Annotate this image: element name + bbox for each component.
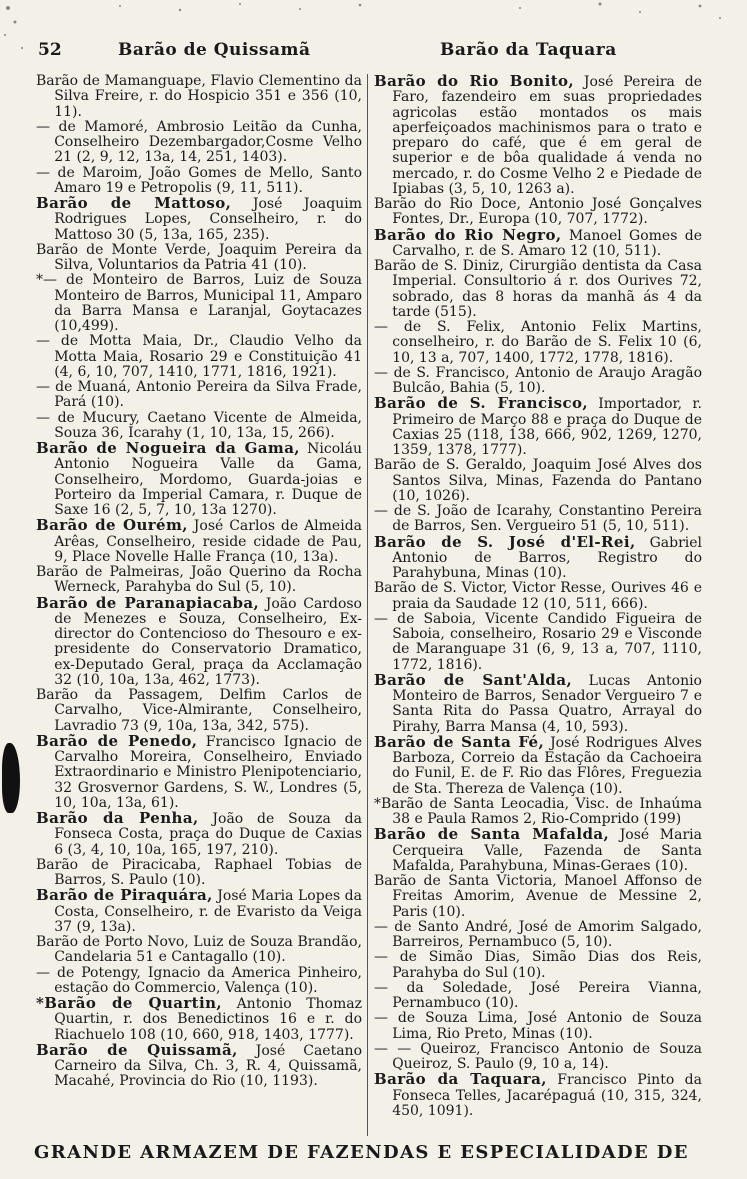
entry-text: José Maria Cerqueira Valle, Fazenda de Santa Mafalda, Parahybuna, Minas-Geraes (10). — [392, 827, 702, 874]
entry-text: Barão de Mamanguape, Flavio Clementino da Silva Freire, r. do Hospicio 351 e 356 (10, 11). — [36, 73, 362, 120]
directory-entry — [374, 827, 702, 874]
entry-name: Barão de Nogueira da Gama, — [36, 439, 300, 457]
entry-text: — de Souza Lima, José Antonio de Souza Lima, Rio Preto, Minas (10). — [374, 1010, 702, 1042]
directory-entry — [36, 811, 362, 858]
directory-entry — [374, 532, 702, 582]
directory-entry — [36, 243, 362, 274]
entry-text: — de Saboia, Vicente Candido Figueira de Saboia, conselheiro, Rosario 29 e Visconde de Maranguape 31 (6, 9, 13 a, 707, 1110, 1772, 1816). — [374, 610, 702, 673]
entry-text: — de Muaná, Antonio Pereira da Silva Frade, Pará (10). — [36, 379, 362, 411]
entry-text: — de Motta Maia, Dr., Claudio Velho da Motta Maia, Rosario 29 e Constituição 41 (4, 6, 10, 707, 1410, 1771, 1816, 1921). — [36, 333, 362, 380]
entry-text: Barão de S. Geraldo, Joaquim José Alves dos Santos Silva, Minas, Fazenda do Pantano (10, 1026). — [374, 457, 702, 504]
entry-text: — de Mucury, Caetano Vicente de Almeida, Souza 36, Icarahy (1, 10, 13a, 15, 266). — [36, 409, 362, 441]
entry-text: Antonio Thomaz Quartin, r. dos Benedictinos 16 e r. do Riachuelo 108 (10, 660, 918, 1403, 1777). — [54, 996, 362, 1043]
entry-text: Francisco Pinto da Fonseca Telles, Jacarépaguá (10, 315, 324, 450, 1091). — [392, 1072, 702, 1119]
directory-entry — [36, 858, 362, 889]
directory-entry — [36, 593, 362, 689]
entry-name: *Barão de Quartin, — [36, 994, 223, 1012]
entry-name: Barão de S. Francisco, — [374, 394, 589, 413]
entry-text: — de Mamoré, Ambrosio Leitão da Cunha, Conselheiro Dezembargador,Cosme Velho 21 (2, 9, 12, 13a, 14, 251, 1403). — [36, 118, 362, 166]
entry-name: Barão de S. José d'El-Rei, — [374, 532, 636, 551]
directory-entry — [374, 797, 702, 828]
entry-text: Gabriel Antonio de Barros, Registro do Parahybuna, Minas (10). — [392, 534, 702, 581]
entry-name: Barão de Paranapiacaba, — [36, 593, 260, 612]
directory-entry — [374, 732, 702, 797]
left-column — [36, 74, 362, 1090]
directory-entry — [374, 197, 702, 228]
entry-text: Barão de Monte Verde, Joaquim Pereira da Silva, Voluntarios da Patria 41 (10). — [36, 241, 362, 273]
page-header — [38, 40, 717, 66]
directory-entry — [374, 1072, 702, 1119]
directory-entry — [374, 612, 702, 673]
footer-advertisement: GRANDE ARMAZEM DE FAZENDAS E ESPECIALIDADE DE — [34, 1142, 689, 1163]
entry-text: José Pereira de Faro, fazendeiro em suas propriedades agricolas estão montados os mais aperfeiçoados machinismos para o trato e preparo do café, que é em geral de superior e de bôa qualidade á venda no mercado, r. do Cosme Velho 2 e Piedade de Ipiabas (3, 5, 10, 1263 a). — [392, 74, 702, 197]
header-right-title: Barão da Taquara — [440, 40, 617, 60]
directory-entry — [36, 120, 362, 166]
directory-entry — [36, 74, 362, 120]
entry-text: — de S. Francisco, Antonio de Araujo Aragão Bulcão, Bahia (5, 10). — [374, 364, 702, 396]
directory-entry — [36, 518, 362, 565]
directory-entry — [374, 366, 702, 397]
entry-text: Lucas Antonio Monteiro de Barros, Senador Vergueiro 7 e Santa Rita do Passa Quatro, Arrayal do Pirahy, Barra Mansa (4, 10, 593). — [392, 672, 702, 735]
directory-entry — [374, 1011, 702, 1042]
entry-text: — de Simão Dias, Simão Dias dos Reis, Parahyba do Sul (10). — [374, 949, 702, 981]
entry-name: Barão de Mattoso, — [36, 194, 232, 212]
directory-entry — [374, 458, 702, 504]
column-divider — [367, 74, 368, 1136]
entry-text: José Caetano Carneiro da Silva, Ch. 3, R. 4, Quissamã, Macahé, Provincia do Rio (10, 1193). — [54, 1042, 362, 1090]
entry-text: — da Soledade, José Pereira Vianna, Pernambuco (10). — [374, 979, 702, 1011]
entry-text: Nicoláu Antonio Nogueira Valle da Gama, Conselheiro, Mordomo, Guarda-joias e Porteiro da Imperial Camara, r. Duque de Saxe 16 (2, 5, 7, 10, 13a 1270). — [54, 441, 362, 518]
entry-text: João de Souza da Fonseca Costa, praça do Duque de Caxias 6 (3, 4, 10, 10a, 165, 197, 210). — [54, 811, 362, 858]
entry-text: Barão de Piracicaba, Raphael Tobias de Barros, S. Paulo (10). — [36, 856, 362, 888]
entry-text: Manoel Gomes de Carvalho, r. de S. Amaro 12 (10, 511). — [392, 227, 702, 259]
directory-entry — [36, 196, 362, 243]
directory-entry — [36, 166, 362, 197]
entry-text: — de Potengy, Ignacio da America Pinheiro, estação do Commercio, Valença (10). — [36, 964, 362, 996]
directory-entry — [374, 581, 702, 612]
entry-text: Barão de Palmeiras, João Querino da Rocha Werneck, Parahyba do Sul (5, 10). — [36, 564, 362, 596]
directory-entry — [36, 996, 362, 1043]
directory-entry — [36, 334, 362, 380]
entry-text: *Barão de Santa Leocadia, Visc. de Inhaúma 38 e Paula Ramos 2, Rio-Comprido (199) — [374, 795, 702, 827]
entry-text: Francisco Ignacio de Carvalho Moreira, Conselheiro, Enviado Extraordinario e Ministro Plenipotenciario, 32 Grosvernor Gardens, S. W., Londres (5, 10, 10a, 13a, 61). — [54, 733, 362, 811]
directory-entry — [36, 441, 362, 518]
directory-entry — [374, 225, 702, 260]
directory-entry — [374, 396, 702, 458]
entry-name: Barão de Piraquára, — [36, 886, 213, 905]
entry-text: José Joaquim Rodrigues Lopes, Conselheiro, r. do Mattoso 30 (5, 13a, 165, 235). — [54, 196, 362, 243]
directory-entry — [374, 920, 702, 951]
entry-text: Barão de S. Diniz, Cirurgião dentista da Casa Imperial. Consultorio á r. dos Ourives 72, sobrado, das 8 horas da manhã ás 4 da tarde (515). — [374, 258, 702, 320]
entry-text: José Carlos de Almeida Arêas, Conselheiro, reside cidade de Pau, 9, Place Novelle Halle França (10, 13a). — [54, 518, 363, 565]
entry-text: Barão de Santa Victoria, Manoel Affonso de Freitas Amorim, Avenue de Messine 2, Paris (10). — [374, 873, 702, 920]
ink-blot-decoration — [2, 743, 20, 813]
entry-text: — — Queiroz, Francisco Antonio de Souza Queiroz, S. Paulo (9, 10 a, 14). — [374, 1040, 702, 1072]
directory-entry — [36, 731, 362, 811]
entry-text: — de S. Felix, Antonio Felix Martins, conselheiro, r. do Barão de S. Felix 10 (6, 10, 13 a, 707, 1400, 1772, 1778, 1816). — [374, 319, 702, 366]
entry-text: Barão de Porto Novo, Luiz de Souza Brandão, Candelaria 51 e Cantagallo (10). — [36, 934, 362, 966]
entry-name: Barão do Rio Bonito, — [374, 72, 575, 90]
entry-text: Importador, r. Primeiro de Março 88 e praça do Duque de Caxias 25 (118, 138, 666, 902, 1269, 1270, 1359, 1378, 1777). — [392, 396, 702, 458]
directory-entry — [36, 688, 362, 734]
entry-name: Barão da Taquara, — [374, 1070, 547, 1089]
entry-name: Barão de Santa Fé, — [374, 732, 545, 751]
entry-name: Barão de Ourém, — [36, 516, 188, 535]
right-column — [374, 74, 702, 1119]
directory-entry — [36, 1040, 362, 1090]
header-left-title: Barão de Quissamã — [118, 40, 311, 60]
directory-entry — [36, 273, 362, 334]
directory-entry — [374, 504, 702, 535]
directory-entry — [36, 565, 362, 596]
directory-entry — [36, 935, 362, 966]
entry-text: João Cardoso de Menezes e Souza, Conselheiro, Ex-director do Contencioso do Thesouro e ex-presidente do Conservatorio Dramatico, ex-Deputado Geral, praça da Acclamação 32 (10, 10a, 13a, 462, 1773). — [54, 595, 362, 688]
directory-entry — [36, 966, 362, 997]
entry-text: *— de Monteiro de Barros, Luiz de Souza Monteiro de Barros, Municipal 11, Amparo da Barra Mansa e Laranjal, Goytacazes (10,499). — [36, 272, 362, 334]
directory-entry — [374, 950, 702, 981]
entry-text: — de Santo André, José de Amorim Salgado, Barreiros, Pernambuco (5, 10). — [374, 918, 702, 950]
directory-entry — [36, 411, 362, 442]
entry-text: — de S. João de Icarahy, Constantino Pereira de Barros, Sen. Vergueiro 51 (5, 10, 511). — [374, 503, 702, 535]
entry-text: Barão do Rio Doce, Antonio José Gonçalves Fontes, Dr., Europa (10, 707, 1772). — [374, 196, 702, 228]
entry-name: Barão de Quissamã, — [36, 1040, 238, 1059]
directory-entry — [374, 74, 702, 197]
entry-name: Barão de Santa Mafalda, — [374, 825, 610, 844]
entry-name: Barão de Penedo, — [36, 731, 198, 750]
directory-entry — [36, 888, 362, 935]
directory-entry — [374, 259, 702, 320]
directory-entry — [374, 1042, 702, 1073]
entry-name: Barão de Sant'Alda, — [374, 670, 573, 689]
entry-text: José Maria Lopes da Costa, Conselheiro, r. de Evaristo da Veiga 37 (9, 13a). — [54, 888, 362, 935]
directory-entry — [374, 981, 702, 1012]
entry-text: Barão de S. Victor, Victor Resse, Ourives 46 e praia da Saudade 12 (10, 511, 666). — [374, 580, 702, 612]
directory-entry — [374, 874, 702, 920]
entry-name: Barão do Rio Negro, — [374, 225, 562, 244]
directory-entry — [36, 380, 362, 411]
entry-text: Barão da Passagem, Delfim Carlos de Carvalho, Vice-Almirante, Conselheiro, Lavradio 73 (9, 10a, 13a, 342, 575). — [36, 687, 362, 734]
entry-text: José Rodrigues Alves Barboza, Correio da Estação da Cachoeira do Funil, E. de F. Rio das Flôres, Freguezia de Sta. Thereza de Valença (10). — [392, 734, 702, 797]
directory-entry — [374, 670, 702, 735]
directory-entry — [374, 320, 702, 366]
entry-name: Barão da Penha, — [36, 809, 199, 827]
entry-text: — de Maroim, João Gomes de Mello, Santo Amaro 19 e Petropolis (9, 11, 511). — [36, 164, 362, 196]
page-number: 52 — [38, 40, 62, 60]
